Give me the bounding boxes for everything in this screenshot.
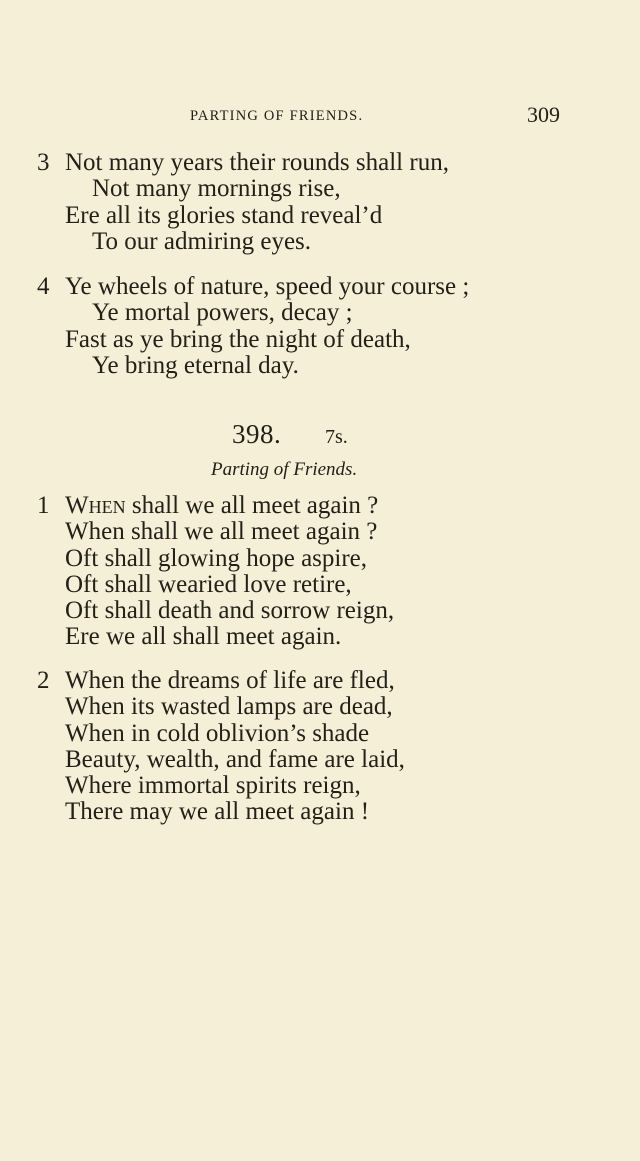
hymn-stanza-2 — [0, 668, 640, 826]
verse-line — [0, 274, 640, 300]
verse-line — [0, 747, 640, 773]
stanza-number: 3 — [37, 149, 50, 176]
verse-text: When shall we all meet again ? — [65, 518, 378, 546]
stanza-number: 1 — [37, 492, 50, 519]
verse-line — [0, 203, 640, 229]
verse-text: When in cold oblivion’s shade — [65, 719, 370, 747]
verse-line — [0, 773, 640, 799]
verse-line — [0, 353, 640, 379]
verse-text: Oft shall wearied love retire, — [65, 570, 352, 598]
verse-line — [0, 176, 640, 202]
hymn-number: 398. — [232, 419, 282, 449]
verse-text: Ye wheels of nature, speed your course ; — [65, 273, 470, 300]
verse-line — [0, 546, 640, 572]
verse-text: Ye bring eternal day. — [92, 351, 299, 379]
verse-line — [0, 150, 640, 176]
verse-line — [0, 493, 640, 519]
verse-text: Ere we all shall meet again. — [65, 623, 342, 651]
hymn-stanza-1 — [0, 493, 640, 651]
verse-line — [0, 327, 640, 353]
page-number: 309 — [527, 102, 560, 127]
verse-text: Oft shall death and sorrow reign, — [65, 597, 395, 625]
initial-word: When — [65, 492, 126, 519]
verse-text-rest: shall we all meet again ? — [125, 492, 379, 519]
hymn-title: Parting of Friends. — [211, 459, 358, 480]
verse-text: When its wasted lamps are dead, — [65, 693, 393, 721]
verse-text: Ye mortal powers, decay ; — [92, 299, 353, 327]
stanza-number: 2 — [37, 667, 50, 694]
verse-line — [0, 229, 640, 255]
verse-line — [0, 572, 640, 598]
stanza-number: 4 — [37, 273, 50, 300]
verse-text — [65, 493, 378, 519]
verse-text: Where immortal spirits reign, — [65, 772, 361, 800]
stanza-4 — [0, 274, 640, 379]
verse-line — [0, 694, 640, 720]
verse-line — [0, 598, 640, 624]
verse-text: Fast as ye bring the night of death, — [65, 325, 411, 353]
verse-line — [0, 624, 640, 650]
verse-text: To our admiring eyes. — [92, 227, 312, 255]
verse-line — [0, 799, 640, 825]
stanza-3 — [0, 150, 640, 255]
verse-text: Oft shall glowing hope aspire, — [65, 544, 368, 572]
running-head: PARTING OF FRIENDS. — [190, 108, 364, 124]
verse-text: There may we all meet again ! — [65, 798, 370, 826]
verse-text: Beauty, wealth, and fame are laid, — [65, 745, 405, 773]
verse-text: Ere all its glories stand reveal’d — [65, 201, 383, 229]
verse-text: Not many mornings rise, — [92, 175, 341, 203]
verse-line — [0, 721, 640, 747]
verse-line — [0, 668, 640, 694]
verse-line — [0, 519, 640, 545]
verse-text: Not many years their rounds shall run, — [65, 149, 449, 176]
verse-text: When the dreams of life are fled, — [65, 667, 395, 694]
verse-line — [0, 300, 640, 326]
hymn-meter: 7s. — [325, 426, 348, 448]
